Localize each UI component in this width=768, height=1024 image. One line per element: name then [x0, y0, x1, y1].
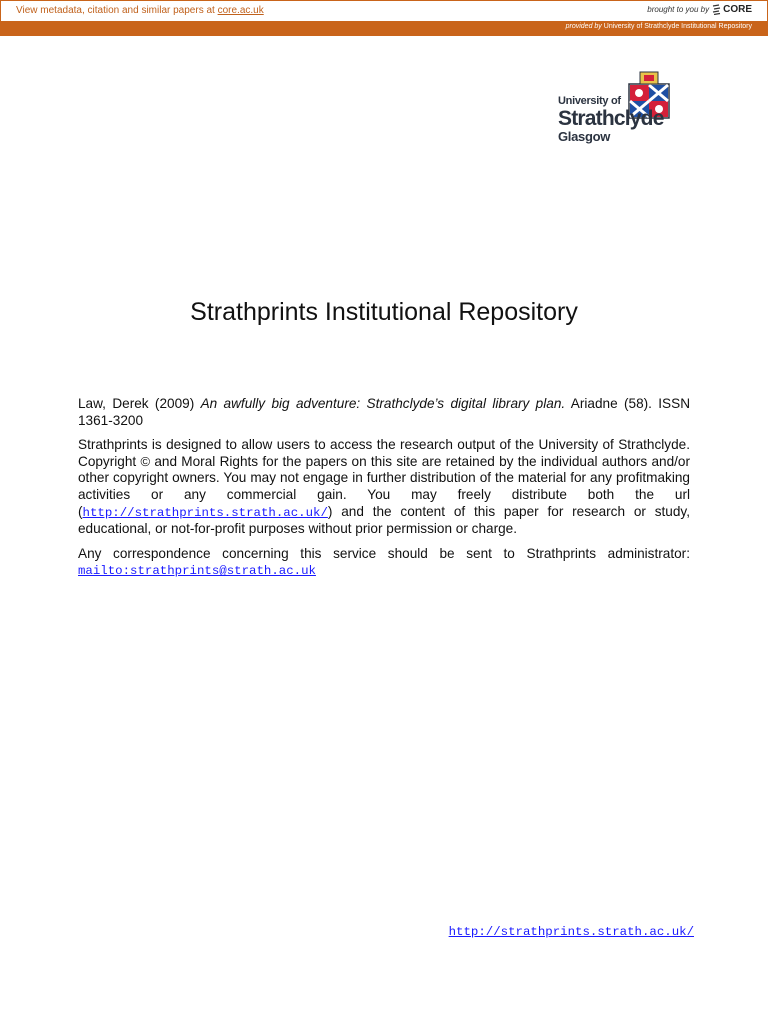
- provided-by: [566, 23, 752, 30]
- logo-line-glasgow: Glasgow: [558, 129, 611, 144]
- brought-by: [647, 4, 752, 15]
- citation-title: An awfully big adventure: Strathclyde’s digital library plan.: [200, 396, 566, 411]
- admin-email-link[interactable]: mailto:strathprints@strath.ac.uk: [78, 564, 316, 579]
- core-banner-bottom: [0, 21, 768, 36]
- core-logo[interactable]: [712, 4, 752, 15]
- brought-by-text: brought to you by: [647, 5, 710, 14]
- rights-paragraph: [78, 437, 690, 538]
- rights-text-3: ) and the content of this paper for research or study, educational, or not-for-profit purposes without prior permission or charge.: [78, 503, 690, 537]
- correspondence-paragraph: [78, 546, 690, 580]
- rights-text-1: Strathprints is designed to allow users to access the research output of the University of Strathclyde. Copyright: [78, 437, 690, 469]
- rights-text-2: and Moral Rights for the papers on this site are retained by the individual authors and/or other copyright owners. You may not engage in further distribution of the material for any profitmaking activities or any commercial gain. You may freely distribute both the url (: [78, 453, 691, 519]
- core-metadata-notice: [16, 5, 264, 16]
- correspondence-text: Any correspondence concerning this service should be sent to Strathprints administrator:: [78, 545, 690, 561]
- citation-details: Ariadne (58). ISSN 1361-3200: [78, 396, 691, 428]
- citation-paragraph: [78, 396, 690, 429]
- core-link[interactable]: core.ac.uk: [217, 5, 264, 16]
- core-icon: [712, 4, 721, 15]
- repository-url-link[interactable]: http://strathprints.strath.ac.uk/: [82, 505, 328, 520]
- page-title: Strathprints Institutional Repository: [190, 298, 578, 326]
- university-wordmark: [558, 96, 664, 143]
- citation-authors: Law, Derek (2009): [78, 396, 195, 411]
- provided-by-value: University of Strathclyde Institutional Repository: [603, 23, 752, 30]
- core-banner-top: [0, 0, 768, 22]
- core-logo-text: CORE: [723, 4, 752, 15]
- logo-line-university-of: University of: [558, 95, 621, 107]
- core-notice-text: View metadata, citation and similar papers at: [16, 5, 215, 16]
- footer-url-link[interactable]: http://strathprints.strath.ac.uk/: [448, 925, 694, 939]
- copyright-icon: ©: [140, 453, 151, 469]
- document-body: [78, 396, 690, 588]
- logo-line-strathclyde: Strathclyde: [558, 107, 664, 130]
- provided-by-label: provided by: [565, 23, 602, 30]
- core-banner: [0, 0, 768, 36]
- university-logo: [558, 68, 674, 150]
